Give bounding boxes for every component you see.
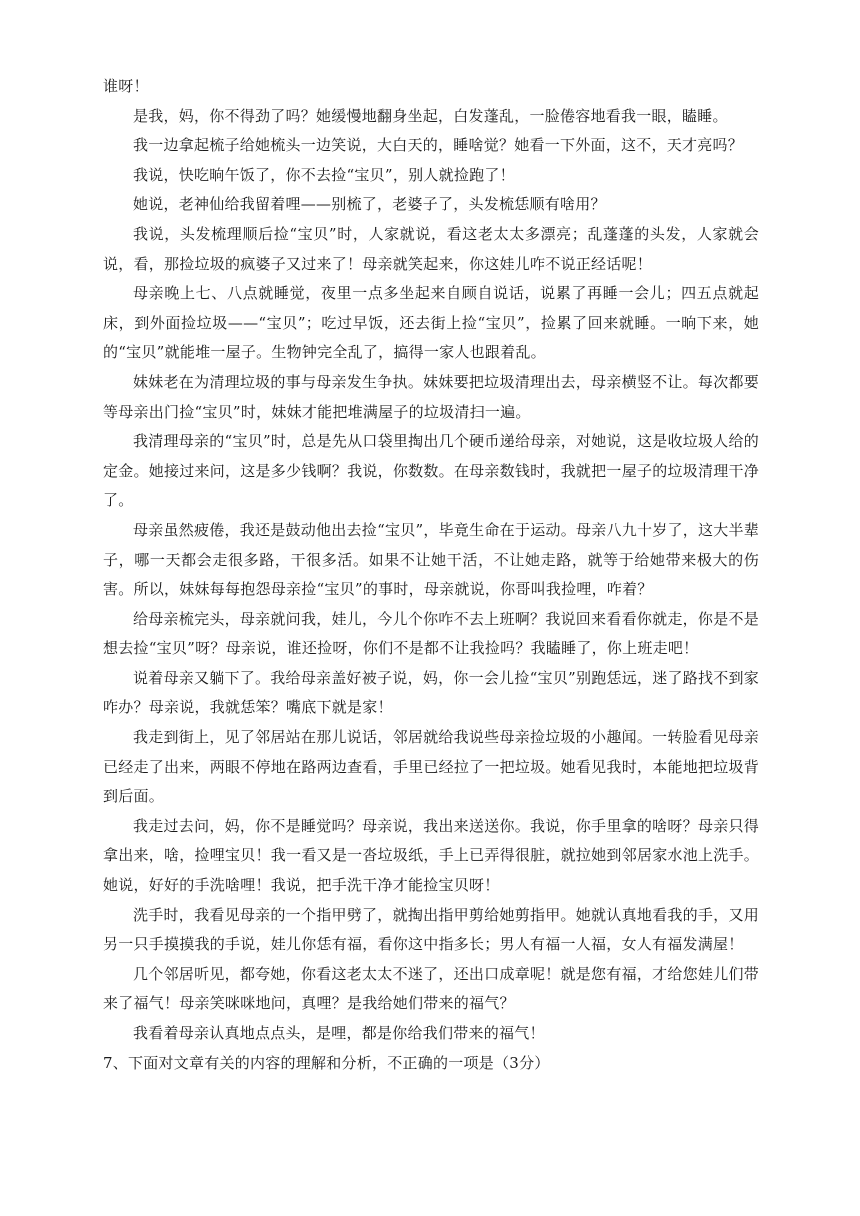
paragraph-3: 我一边拿起梳子给她梳头一边笑说，大白天的，睡啥觉？她看一下外面，这不，天才亮吗？ [133, 136, 744, 155]
paragraph-9: 我清理母亲的“宝贝”时，总是先从口袋里掏出几个硬币递给母亲，对她说，这是收垃圾人给的定金。她接过来问，这是多少钱啊？我说，你数数。在母亲数钱时，我就把一屋子的垃圾清理干净了。 [103, 432, 759, 510]
paragraph-8: 妹妹老在为清理垃圾的事与母亲发生争执。妹妹要把垃圾清理出去，母亲横竖不让。每次都要等母亲出门捡“宝贝”时，妹妹才能把堆满屋子的垃圾清扫一遍。 [103, 372, 759, 421]
paragraph-16: 几个邻居听见，都夸她，你看这老太太不迷了，还出口成章呢！就是您有福，才给您娃儿们带来了福气！母亲笑咪咪地问，真哩？是我给她们带来的福气？ [103, 964, 759, 1013]
paragraph-5: 她说，老神仙给我留着哩——别梳了，老婆子了，头发梳恁顺有啥用？ [133, 195, 606, 214]
paragraph-13: 我走到街上，见了邻居站在那儿说话，邻居就给我说些母亲捡垃圾的小趣闻。一转脸看见母亲已经走了出来，两眼不停地在路两边查看，手里已经拉了一把垃圾。她看见我时，本能地把垃圾背到后面。 [103, 728, 759, 806]
paragraph-14: 我走过去问，妈，你不是睡觉吗？母亲说，我出来送送你。我说，你手里拿的啥呀？母亲只得拿出来，啥，捡哩宝贝！我一看又是一沓垃圾纸，手上已弄得很脏，就拉她到邻居家水池上洗手。她说，好好的手洗啥哩！我说，把手洗干净才能捡宝贝呀！ [103, 816, 759, 895]
article-body [103, 72, 759, 1078]
paragraph-4: 我说，快吃晌午饭了，你不去捡“宝贝”，别人就捡跑了！ [133, 165, 515, 184]
paragraph-11: 给母亲梳完头，母亲就问我，娃儿，今儿个你咋不去上班啊？我说回来看看你就走，你是不是想去捡“宝贝”呀？母亲说，谁还捡呀，你们不是都不让我捡吗？我瞌睡了，你上班走吧！ [103, 609, 759, 658]
paragraph-10: 母亲虽然疲倦，我还是鼓动他出去捡“宝贝”，毕竟生命在于运动。母亲八九十岁了，这大半辈子，哪一天都会走很多路，干很多活。如果不让她干活，不让她走路，就等于给她带来极大的伤害。所以，妹妹每每抱怨母亲捡“宝贝”的事时，母亲就说，你哥叫我捡哩，咋着？ [103, 520, 759, 599]
paragraph-1: 谁呀！ [103, 77, 149, 95]
paragraph-17: 我看着母亲认真地点点头，是哩，都是你给我们带来的福气！ [133, 1024, 545, 1042]
paragraph-6: 我说，头发梳理顺后捡“宝贝”时，人家就说，看这老太太多漂亮；乱蓬蓬的头发，人家就会说，看，那捡垃圾的疯婆子又过来了！母亲就笑起来，你这娃儿咋不说正经话呢！ [103, 224, 759, 273]
paragraph-15: 洗手时，我看见母亲的一个指甲劈了，就掏出指甲剪给她剪指甲。她就认真地看我的手，又用另一只手摸摸我的手说，娃儿你恁有福，看你这中指多长；男人有福一人福，女人有福发满屋！ [103, 905, 759, 954]
paragraph-7: 母亲晚上七、八点就睡觉，夜里一点多坐起来自顾自说话，说累了再睡一会儿；四五点就起床，到外面捡垃圾——“宝贝”；吃过早饭，还去街上捡“宝贝”，捡累了回来就睡。一晌下来，她的“宝贝”就能堆一屋子。生物钟完全乱了，搞得一家人也跟着乱。 [103, 284, 759, 362]
paragraph-12: 说着母亲又躺下了。我给母亲盖好被子说，妈，你一会儿捡“宝贝”别跑恁远，迷了路找不到家咋办？母亲说，我就恁笨？嘴底下就是家！ [103, 668, 759, 717]
paragraph-2: 是我，妈，你不得劲了吗？她缓慢地翻身坐起，白发蓬乱，一脸倦容地看我一眼，瞌睡。 [133, 106, 728, 125]
question-7: 7、下面对文章有关的内容的理解和分析，不正确的一项是（3分） [103, 1053, 550, 1072]
